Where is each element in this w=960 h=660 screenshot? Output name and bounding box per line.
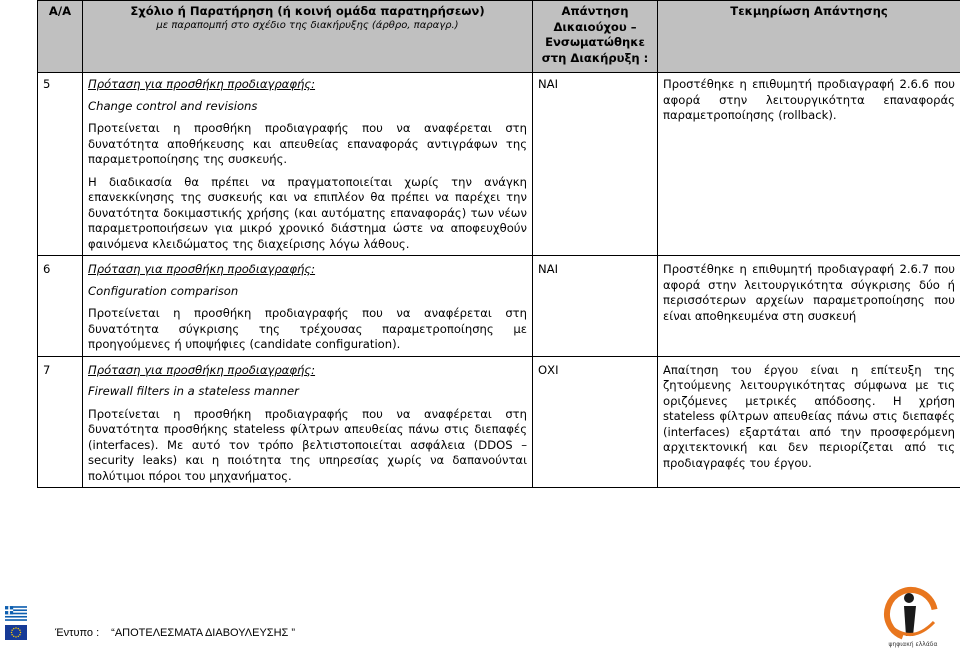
footer-form-label bbox=[55, 627, 295, 639]
logo-caption: ψηφιακή ελλάδα bbox=[888, 641, 938, 648]
row-answer: ΝΑΙ bbox=[533, 73, 658, 256]
proposal-text: Προτείνεται η προσθήκη προδιαγραφής που να αναφέρεται στη δυνατότητα σύγκρισης της τρέχουσας παραμετροποίησης με προηγούμενες ή υποψήφιες (candidate configuration). bbox=[88, 306, 527, 351]
footer-value: “ΑΠΟΤΕΛΕΣΜΑΤΑ ΔΙΑΒΟΥΛΕΥΣΗΣ ” bbox=[111, 627, 296, 639]
row-number: 7 bbox=[38, 356, 83, 488]
header-aa: Α/Α bbox=[38, 1, 83, 73]
row-number: 6 bbox=[38, 256, 83, 357]
row-answer: ΝΑΙ bbox=[533, 256, 658, 357]
header-comment-subtitle: με παραπομπή στο σχέδιο της διακήρυξης (άρθρο, παραγρ.) bbox=[156, 19, 459, 31]
row-comment bbox=[83, 356, 533, 488]
row-documentation bbox=[658, 356, 960, 488]
table-header-row bbox=[38, 1, 960, 73]
header-documentation: Τεκμηρίωση Απάντησης bbox=[658, 1, 960, 73]
documentation-text: Απαίτηση του έργου είναι η επίτευξη της ζητούμενης λειτουργικότητας σύμφωνα με τις οριζόμενες μετρικές απόδοσης. Η χρήση stateless φίλτρων απευθείας πάνω στις διεπαφές (interfaces) εξαρτάται από την προσφερόμενη αρχιτεκτονική και δεν περιορίζεται από τις προδιαγραφές του έργου. bbox=[663, 362, 955, 470]
documentation-text: Προστέθηκε η επιθυμητή προδιαγραφή 2.6.7 που αφορά στην λειτουργικότητα σύγκρισης δύο ή περισσότερων αρχείων παραμετροποίησης που είναι αποθηκευμένα στη συσκευή bbox=[663, 262, 955, 323]
proposal-text: Προτείνεται η προσθήκη προδιαγραφής που να αναφέρεται στη δυνατότητα προσθήκης stateless φίλτρων απευθείας πάνω στις διεπαφές (interfaces). Με αυτό τον τρόπο βελτιστοποιείται ασφάλεια (DDOS – security leaks) και η ποιότητα της υπηρεσίας χωρίς να δαπανούνται πολύτιμοι πόροι του μηχανήματος. bbox=[88, 406, 527, 483]
proposal-text: Προτείνεται η προσθήκη προδιαγραφής που να αναφέρεται στη δυνατότητα αποθήκευσης και απευθείας επαναφοράς αντιγράφων της παραμετροποίησης της συσκευής. bbox=[88, 121, 527, 166]
footer-label: Έντυπο : bbox=[55, 627, 100, 639]
row-comment bbox=[83, 73, 533, 256]
header-answer: Απάντηση Δικαιούχου – Ενσωματώθηκε στη Διακήρυξη : bbox=[533, 1, 658, 73]
eu-flag-icon bbox=[5, 625, 27, 640]
documentation-text: Προστέθηκε η επιθυμητή προδιαγραφή 2.6.6 που αφορά στην λειτουργικότητα επαναφοράς παραμετροποίησης (rollback). bbox=[663, 77, 955, 122]
table-row bbox=[38, 256, 960, 357]
row-number: 5 bbox=[38, 73, 83, 256]
spec-name: Firewall filters in a stateless manner bbox=[88, 384, 299, 398]
table-row bbox=[38, 356, 960, 488]
row-answer: ΟΧΙ bbox=[533, 356, 658, 488]
proposal-title: Πρόταση για προσθήκη προδιαγραφής: bbox=[88, 362, 316, 377]
proposal-title: Πρόταση για προσθήκη προδιαγραφής: bbox=[88, 262, 316, 276]
spec-name: Configuration comparison bbox=[88, 283, 239, 298]
header-comment-title: Σχόλιο ή Παρατήρηση (ή κοινή ομάδα παρατηρήσεων) bbox=[130, 4, 485, 18]
consultation-results-table bbox=[37, 0, 960, 488]
proposal-text: Η διαδικασία θα πρέπει να πραγματοποιείται χωρίς την ανάγκη επανεκκίνησης της συσκευής και να επιπλέον θα πρέπει να παρέχει την δυνατότητα δοκιμαστικής χρήσης (και αυτόματης επαναφοράς) των νέων παραμετροποιήσεων για μικρό χρονικό διάστημα ώστε να αποφευχθούν φαινόμενα κλειδώματος της διαχείρισης λόγω λάθους. bbox=[88, 174, 527, 251]
proposal-title: Πρόταση για προσθήκη προδιαγραφής: bbox=[88, 77, 316, 91]
table-row bbox=[38, 73, 960, 256]
spec-name: Change control and revisions bbox=[88, 98, 258, 113]
row-documentation bbox=[658, 256, 960, 357]
header-comment bbox=[83, 1, 533, 73]
row-documentation bbox=[658, 73, 960, 256]
greek-flag-icon bbox=[5, 606, 27, 621]
row-comment bbox=[83, 256, 533, 357]
